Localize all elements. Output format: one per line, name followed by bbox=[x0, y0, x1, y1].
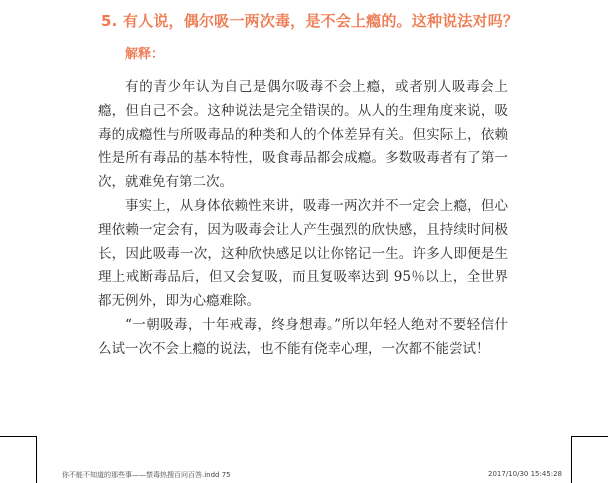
crop-mark-left-corner bbox=[36, 462, 37, 483]
explanation-label: 解释： bbox=[125, 47, 165, 62]
paragraph-3: “一朝吸毒，十年戒毒，终身想毒。”所以年轻人绝对不要轻信什么试一次不会上瘾的说法，也不能有侥幸心理，一次都不能尝试！ bbox=[98, 316, 508, 357]
footer-file-name: 你不能不知道的那些事——禁毒热搜百问百答.indd 75 bbox=[62, 471, 231, 479]
answer-body bbox=[98, 76, 508, 362]
crop-mark-right-horizontal bbox=[572, 436, 608, 437]
footer-timestamp: 2017/10/30 15:45:28 bbox=[488, 470, 563, 478]
paragraph-2: 事实上，从身体依赖性来讲，吸毒一两次并不一定会上瘾，但心理依赖一定会有，因为吸毒会让人产生强烈的欣快感，且持续时间极长，因此吸毒一次，这种欣快感足以让你铭记一生。许多人即便是生理上戒断毒品后，但又会复吸，而且复吸率达到 95％以上，全世界都无例外，即为心瘾难除。 bbox=[98, 197, 508, 310]
paragraph-1: 有的青少年认为自己是偶尔吸毒不会上瘾，或者别人吸毒会上瘾，但自己不会。这种说法是完全错误的。从人的生理角度来说，吸毒的成瘾性与所吸毒品的种类和人的个体差异有关。但实际上，依赖性是所有毒品的基本特性，吸食毒品都会成瘾。多数吸毒者有了第一次，就难免有第二次。 bbox=[98, 79, 508, 191]
crop-mark-right-vertical bbox=[571, 436, 572, 483]
crop-mark-left-horizontal bbox=[0, 436, 36, 437]
question-heading: 5. 有人说，偶尔吸一两次毒，是不会上瘾的。这种说法对吗？ bbox=[101, 12, 519, 30]
